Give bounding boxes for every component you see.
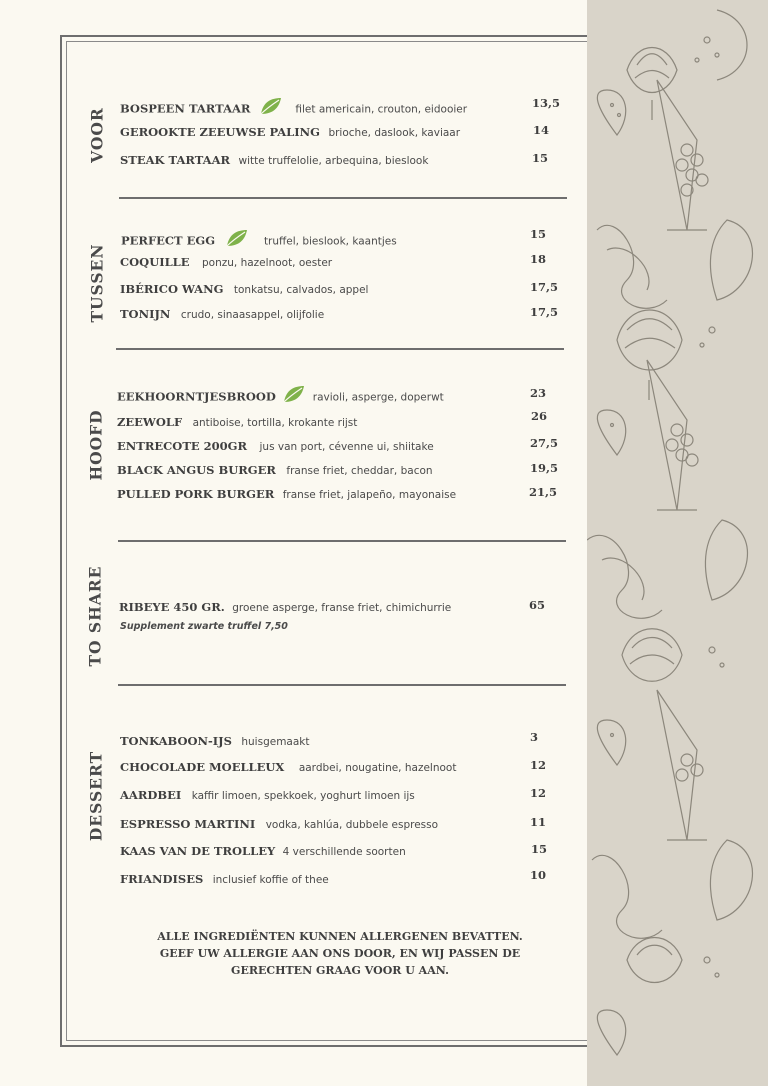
price: 12 (530, 758, 547, 772)
dish-name: CHOCOLADE MOELLEUX (120, 760, 285, 774)
allergen-notice (150, 928, 530, 979)
allergen-notice-line: GERECHTEN GRAAG VOOR U AAN. (231, 964, 449, 977)
dish-name: COQUILLE (120, 255, 190, 269)
section-title-voor: VOOR (87, 107, 107, 163)
menu-item-tonkaboon-ijs (120, 732, 310, 750)
menu-item-coquille (120, 253, 332, 271)
dish-description: aardbei, nougatine, hazelnoot (298, 762, 457, 774)
section-title-dessert: DESSERT (86, 750, 106, 842)
dish-description: franse friet, jalapeño, mayonaise (282, 489, 457, 501)
price: 12 (530, 786, 547, 800)
dish-description: tonkatsu, calvados, appel (233, 284, 369, 296)
dish-name: RIBEYE 450 GR. (119, 600, 225, 614)
dish-name: AARDBEI (120, 788, 182, 802)
menu-item-friandises (120, 870, 329, 888)
dish-name: GEROOKTE ZEEUWSE PALING (120, 125, 320, 139)
menu-item-pulled-pork-burger (117, 485, 456, 503)
dish-description: kaffir limoen, spekkoek, yoghurt limoen ijs (191, 790, 415, 802)
dish-description: truffel, bieslook, kaantjes (263, 235, 397, 248)
price: 26 (531, 409, 548, 423)
section-title-tussen: TUSSEN (87, 243, 107, 323)
price: 10 (530, 868, 547, 882)
section-divider (119, 197, 567, 199)
dish-description: brioche, daslook, kaviaar (328, 127, 461, 139)
price: 15 (530, 227, 547, 241)
price: 21,5 (529, 485, 558, 499)
section-title-to-share: TO SHARE (85, 565, 105, 667)
menu-item-steak-tartaar (120, 151, 428, 169)
dish-description: jus van port, cévenne ui, shiitake (259, 441, 434, 453)
botanical-illustration (587, 0, 768, 1086)
price: 23 (530, 386, 547, 400)
dish-name: PULLED PORK BURGER (117, 487, 275, 501)
price: 15 (531, 842, 548, 856)
price: 13,5 (532, 96, 561, 110)
dish-name: TONIJN (120, 307, 171, 321)
menu-item-tonijn (120, 305, 324, 323)
menu-item-aardbei (120, 786, 415, 804)
allergen-notice-line: GEEF UW ALLERGIE AAN ONS DOOR, EN WIJ PASSEN DE (159, 947, 521, 960)
price: 17,5 (530, 280, 559, 294)
dish-name: TONKABOON-IJS (120, 734, 232, 748)
menu-item-perfect-egg (121, 228, 397, 253)
dish-name: STEAK TARTAAR (120, 153, 231, 167)
dish-description: inclusief koffie of thee (212, 874, 329, 886)
price: 27,5 (530, 436, 559, 450)
allergen-notice-line: ALLE INGREDIËNTEN KUNNEN ALLERGENEN BEVATTEN. (157, 930, 523, 943)
price: 65 (529, 598, 546, 612)
menu-item-espresso-martini (120, 815, 438, 833)
dish-description: vodka, kahlúa, dubbele espresso (265, 819, 439, 831)
section-divider (116, 348, 564, 350)
menu-item-ribeye (119, 598, 451, 616)
dish-description: franse friet, cheddar, bacon (286, 465, 433, 477)
section-divider (118, 684, 566, 686)
dish-description: groene asperge, franse friet, chimichurrie (232, 602, 452, 614)
dish-name: EEKHOORNTJESBROOD (117, 389, 276, 404)
dish-name: ZEEWOLF (117, 415, 183, 429)
menu-item-zeewolf (117, 413, 357, 431)
dish-name: IBÉRICO WANG (120, 282, 224, 296)
dish-name: ESPRESSO MARTINI (120, 817, 256, 831)
dish-description: filet americain, crouton, eidooier (295, 103, 468, 116)
dish-description: crudo, sinaasappel, olijfolie (180, 309, 325, 321)
dish-description: ravioli, asperge, doperwt (312, 391, 444, 404)
dish-name: FRIANDISES (120, 872, 204, 886)
price: 17,5 (530, 305, 559, 319)
price: 14 (533, 123, 550, 137)
price: 15 (532, 151, 549, 165)
menu-item-kaas-van-de-trolley (120, 842, 406, 860)
menu-item-black-angus-burger (117, 461, 433, 479)
dish-description: huisgemaakt (241, 736, 310, 748)
section-divider (118, 540, 566, 542)
price: 11 (530, 815, 547, 829)
menu-item-bospeen-tartaar (120, 96, 467, 121)
dish-name: BOSPEEN TARTAAR (120, 101, 251, 116)
menu-item-chocolade-moelleux (120, 758, 456, 776)
dish-name: BLACK ANGUS BURGER (117, 463, 276, 477)
dish-description: ponzu, hazelnoot, oester (202, 257, 333, 269)
price: 19,5 (530, 461, 559, 475)
dish-description: witte truffelolie, arbequina, bieslook (238, 155, 429, 167)
dish-name: PERFECT EGG (121, 233, 216, 248)
menu-item-iberico-wang (120, 280, 368, 298)
leaf-icon (225, 228, 249, 253)
dish-description: 4 verschillende soorten (282, 846, 406, 858)
botanical-illustration-drawing (587, 0, 768, 1086)
dish-name: KAAS VAN DE TROLLEY (120, 844, 276, 858)
section-title-hoofd: HOOFD (86, 409, 106, 481)
price: 3 (530, 730, 539, 744)
leaf-icon (282, 384, 306, 409)
dish-name: ENTRECOTE 200GR (117, 439, 248, 453)
menu-item-entrecote (117, 437, 434, 455)
leaf-icon (259, 96, 283, 121)
supplement-note: Supplement zwarte truffel 7,50 (120, 621, 288, 632)
price: 18 (530, 252, 547, 266)
menu-item-gerookte-zeeuwse-paling (120, 123, 460, 141)
menu-item-eekhoorntjesbrood (117, 384, 444, 409)
dish-description: antiboise, tortilla, krokante rijst (192, 417, 358, 429)
